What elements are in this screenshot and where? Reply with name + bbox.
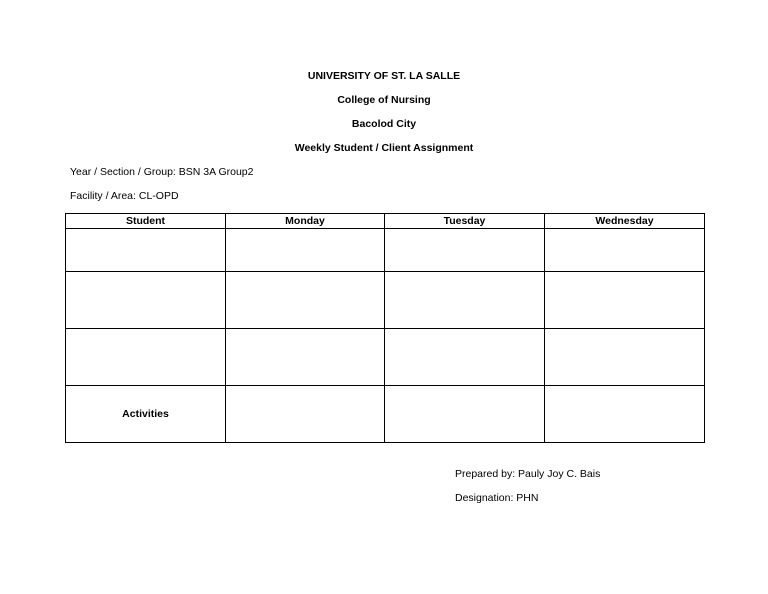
table-cell [226, 386, 385, 443]
prepared-by-line [455, 467, 600, 481]
table-cell [66, 272, 226, 329]
table-cell [226, 329, 385, 386]
table-header-row [66, 214, 705, 229]
table-row [66, 329, 705, 386]
table-cell [66, 229, 226, 272]
table-cell [385, 329, 545, 386]
table-cell [545, 329, 705, 386]
column-header-tuesday: Tuesday [385, 214, 545, 229]
city-name: Bacolod City [351, 118, 417, 130]
college-name: College of Nursing [337, 94, 431, 106]
table-row [66, 229, 705, 272]
designation-line [455, 491, 538, 505]
column-header-monday: Monday [226, 214, 385, 229]
table-cell [226, 229, 385, 272]
column-header-student: Student [66, 214, 226, 229]
table-cell [385, 229, 545, 272]
table-row [66, 272, 705, 329]
table-cell [545, 386, 705, 443]
column-header-wednesday: Wednesday [545, 214, 705, 229]
assignment-table [65, 213, 705, 443]
facility-line [70, 189, 179, 203]
designation-value: PHN [516, 492, 539, 504]
facility-label: Facility / Area: [70, 190, 136, 202]
prepared-by-label: Prepared by: [455, 468, 516, 480]
table-cell [545, 272, 705, 329]
table-row [66, 386, 705, 443]
facility-value: CL-OPD [138, 190, 179, 202]
designation-label: Designation: [455, 492, 514, 504]
table-cell [385, 386, 545, 443]
table-cell [226, 272, 385, 329]
form-title: Weekly Student / Client Assignment [294, 142, 474, 154]
prepared-by-value: Pauly Joy C. Bais [518, 468, 601, 480]
activities-label: Activities [66, 386, 226, 443]
group-label: Year / Section / Group: [70, 166, 176, 178]
group-value: BSN 3A Group2 [178, 166, 254, 178]
table-cell [66, 329, 226, 386]
table-cell [545, 229, 705, 272]
university-name: UNIVERSITY OF ST. LA SALLE [307, 70, 461, 82]
table-cell [385, 272, 545, 329]
group-line [70, 165, 253, 179]
